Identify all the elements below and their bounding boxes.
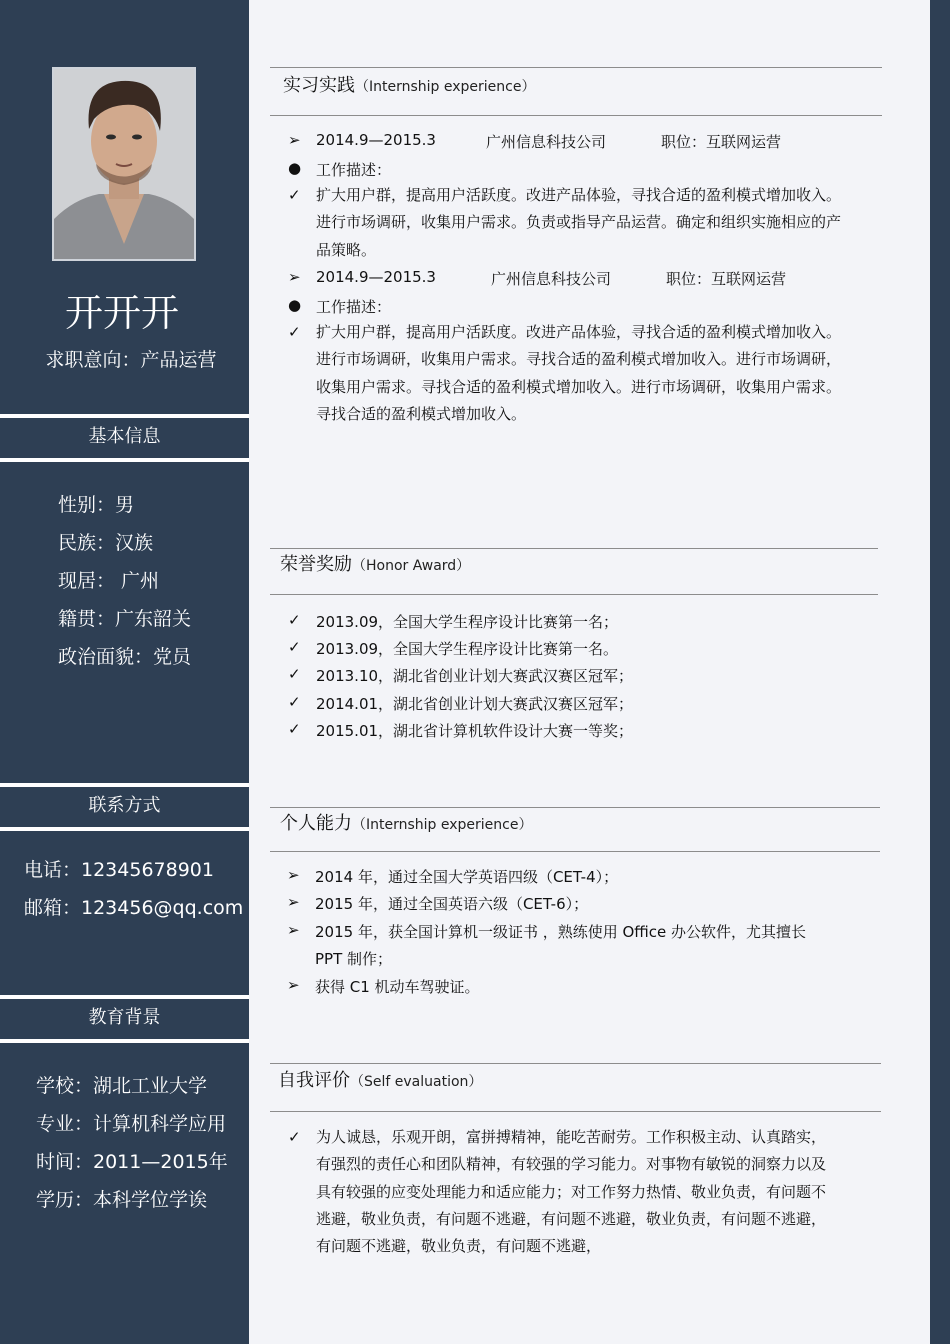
self-eval-title: 自我评价: [278, 1070, 350, 1091]
desc-line: 进行市场调研，收集用户需求。寻找合适的盈利模式增加收入。进行市场调研，: [316, 350, 842, 369]
dot-bullet-icon: ●: [288, 159, 302, 177]
section-divider: [270, 115, 882, 116]
dot-bullet-icon: ●: [288, 296, 302, 314]
self-eval-title-en: （Self evaluation）: [350, 1074, 483, 1090]
honor-text: 2013.09，全国大学生程序设计比赛第一名；: [316, 613, 619, 631]
section-divider: [270, 67, 882, 68]
check-icon: ✓: [288, 1128, 301, 1146]
contact-email: 邮箱：123456@qq.com: [24, 897, 244, 919]
honor-text: 2014.01，湖北省创业计划大赛武汉赛区冠军；: [316, 695, 634, 713]
sidebar-section-contact: [0, 783, 249, 831]
self-eval-line: 有问题不逃避，敬业负责，有问题不逃避，: [316, 1237, 602, 1256]
entry-desc-label: 工作描述：: [316, 161, 392, 179]
internship-section-title: [283, 71, 535, 97]
person-name: 开开开: [64, 291, 179, 335]
arrow-bullet-icon: ➢: [287, 893, 300, 911]
section-divider: [270, 1111, 881, 1112]
desc-line: 收集用户需求。寻找合适的盈利模式增加收入。进行市场调研，收集用户需求。: [316, 377, 842, 396]
arrow-bullet-icon: ➢: [288, 131, 301, 149]
internship-desc-text: [316, 319, 841, 428]
sidebar: [0, 0, 249, 1344]
contact-title: 联系方式: [88, 795, 161, 816]
sidebar-section-basic-info: [0, 414, 249, 462]
ability-text: 获得 C1 机动车驾驶证。: [315, 978, 480, 996]
entry-company: 广州信息科技公司: [491, 270, 612, 288]
self-eval-text: [316, 1124, 826, 1260]
info-hometown: 籍贯：广东韶关: [58, 608, 192, 630]
arrow-bullet-icon: ➢: [287, 866, 300, 884]
desc-line: 扩大用户群，提高用户活跃度。改进产品体验，寻找合适的盈利模式增加收入。: [316, 186, 842, 204]
ability-text: 2015 年，获全国计算机一级证书 ，熟练使用 Office 办公软件，尤其擅长: [315, 923, 807, 941]
self-eval-line: 具有较强的应变处理能力和适应能力；对工作努力热情、敬业负责，有问题不: [316, 1182, 827, 1201]
check-icon: ✓: [288, 186, 301, 204]
profile-photo: [52, 67, 196, 261]
abilities-section-title: [280, 809, 532, 835]
info-residence: 现居： 广州: [58, 570, 160, 592]
education-title: 教育背景: [88, 1007, 161, 1028]
entry-date: 2014.9—2015.3: [316, 268, 436, 286]
internship-title: 实习实践: [283, 75, 355, 96]
section-divider: [270, 1063, 881, 1064]
entry-desc-label: 工作描述：: [316, 298, 392, 316]
entry-company: 广州信息科技公司: [486, 133, 607, 151]
desc-line: 进行市场调研，收集用户需求。负责或指导产品运营。确定和组织实施相应的产: [316, 213, 842, 232]
info-political-status: 政治面貌：党员: [58, 646, 192, 668]
edu-school: 学校：湖北工业大学: [36, 1075, 208, 1097]
honor-text: 2013.10，湖北省创业计划大赛武汉赛区冠军；: [316, 667, 634, 685]
desc-line: 寻找合适的盈利模式增加收入。: [316, 404, 527, 423]
check-icon: ✓: [288, 665, 301, 683]
self-eval-line: 逃避，敬业负责，有问题不逃避，有问题不逃避，敬业负责，有问题不逃避，: [316, 1209, 827, 1228]
ability-text: PPT 制作；: [315, 950, 393, 968]
honors-title-en: （Honor Award）: [352, 558, 471, 574]
check-icon: ✓: [288, 638, 301, 656]
avatar-portrait: [54, 69, 194, 259]
ability-text: 2014 年，通过全国大学英语四级（CET-4）；: [315, 868, 619, 886]
section-divider: [270, 548, 878, 549]
info-ethnicity: 民族：汉族: [58, 532, 154, 554]
contact-phone: 电话：12345678901: [24, 859, 214, 881]
honors-title: 荣誉奖励: [280, 554, 352, 575]
arrow-bullet-icon: ➢: [287, 921, 300, 939]
honor-text: 2013.09，全国大学生程序设计比赛第一名。: [316, 640, 619, 658]
desc-line: 扩大用户群，提高用户活跃度。改进产品体验，寻找合适的盈利模式增加收入。: [316, 323, 842, 341]
job-intent: 求职意向：产品运营: [45, 349, 217, 371]
entry-position: 职位：互联网运营: [666, 270, 787, 288]
section-divider: [270, 851, 880, 852]
right-edge-bar: [930, 0, 950, 1344]
arrow-bullet-icon: ➢: [287, 976, 300, 994]
check-icon: ✓: [288, 611, 301, 629]
basic-info-title: 基本信息: [88, 426, 161, 447]
honor-text: 2015.01，湖北省计算机软件设计大赛一等奖；: [316, 722, 634, 740]
internship-title-en: （Internship experience）: [355, 79, 536, 95]
check-icon: ✓: [288, 693, 301, 711]
desc-line: 品策略。: [316, 240, 377, 259]
abilities-title-en: （Internship experience）: [352, 817, 533, 833]
check-icon: ✓: [288, 720, 301, 738]
section-divider: [270, 594, 878, 595]
check-icon: ✓: [288, 323, 301, 341]
section-divider: [270, 807, 880, 808]
entry-date: 2014.9—2015.3: [316, 131, 436, 149]
internship-desc-text: [316, 182, 841, 264]
info-gender: 性别：男: [58, 494, 135, 516]
edu-period: 时间：2011—2015年: [36, 1151, 228, 1173]
edu-major: 专业：计算机科学应用: [36, 1113, 227, 1135]
arrow-bullet-icon: ➢: [288, 268, 301, 286]
self-eval-line: 为人诚恳，乐观开朗，富拼搏精神，能吃苦耐劳。工作积极主动、认真踏实，: [316, 1128, 827, 1146]
sidebar-section-education: [0, 995, 249, 1043]
honors-section-title: [280, 550, 470, 576]
ability-text: 2015 年，通过全国英语六级（CET-6）；: [315, 895, 589, 913]
self-eval-line: 有强烈的责任心和团队精神，有较强的学习能力。对事物有敏锐的洞察力以及: [316, 1155, 827, 1174]
self-eval-section-title: [278, 1066, 482, 1092]
abilities-title: 个人能力: [280, 813, 352, 834]
edu-degree: 学历：本科学位学诶: [36, 1189, 208, 1211]
entry-position: 职位：互联网运营: [661, 133, 782, 151]
